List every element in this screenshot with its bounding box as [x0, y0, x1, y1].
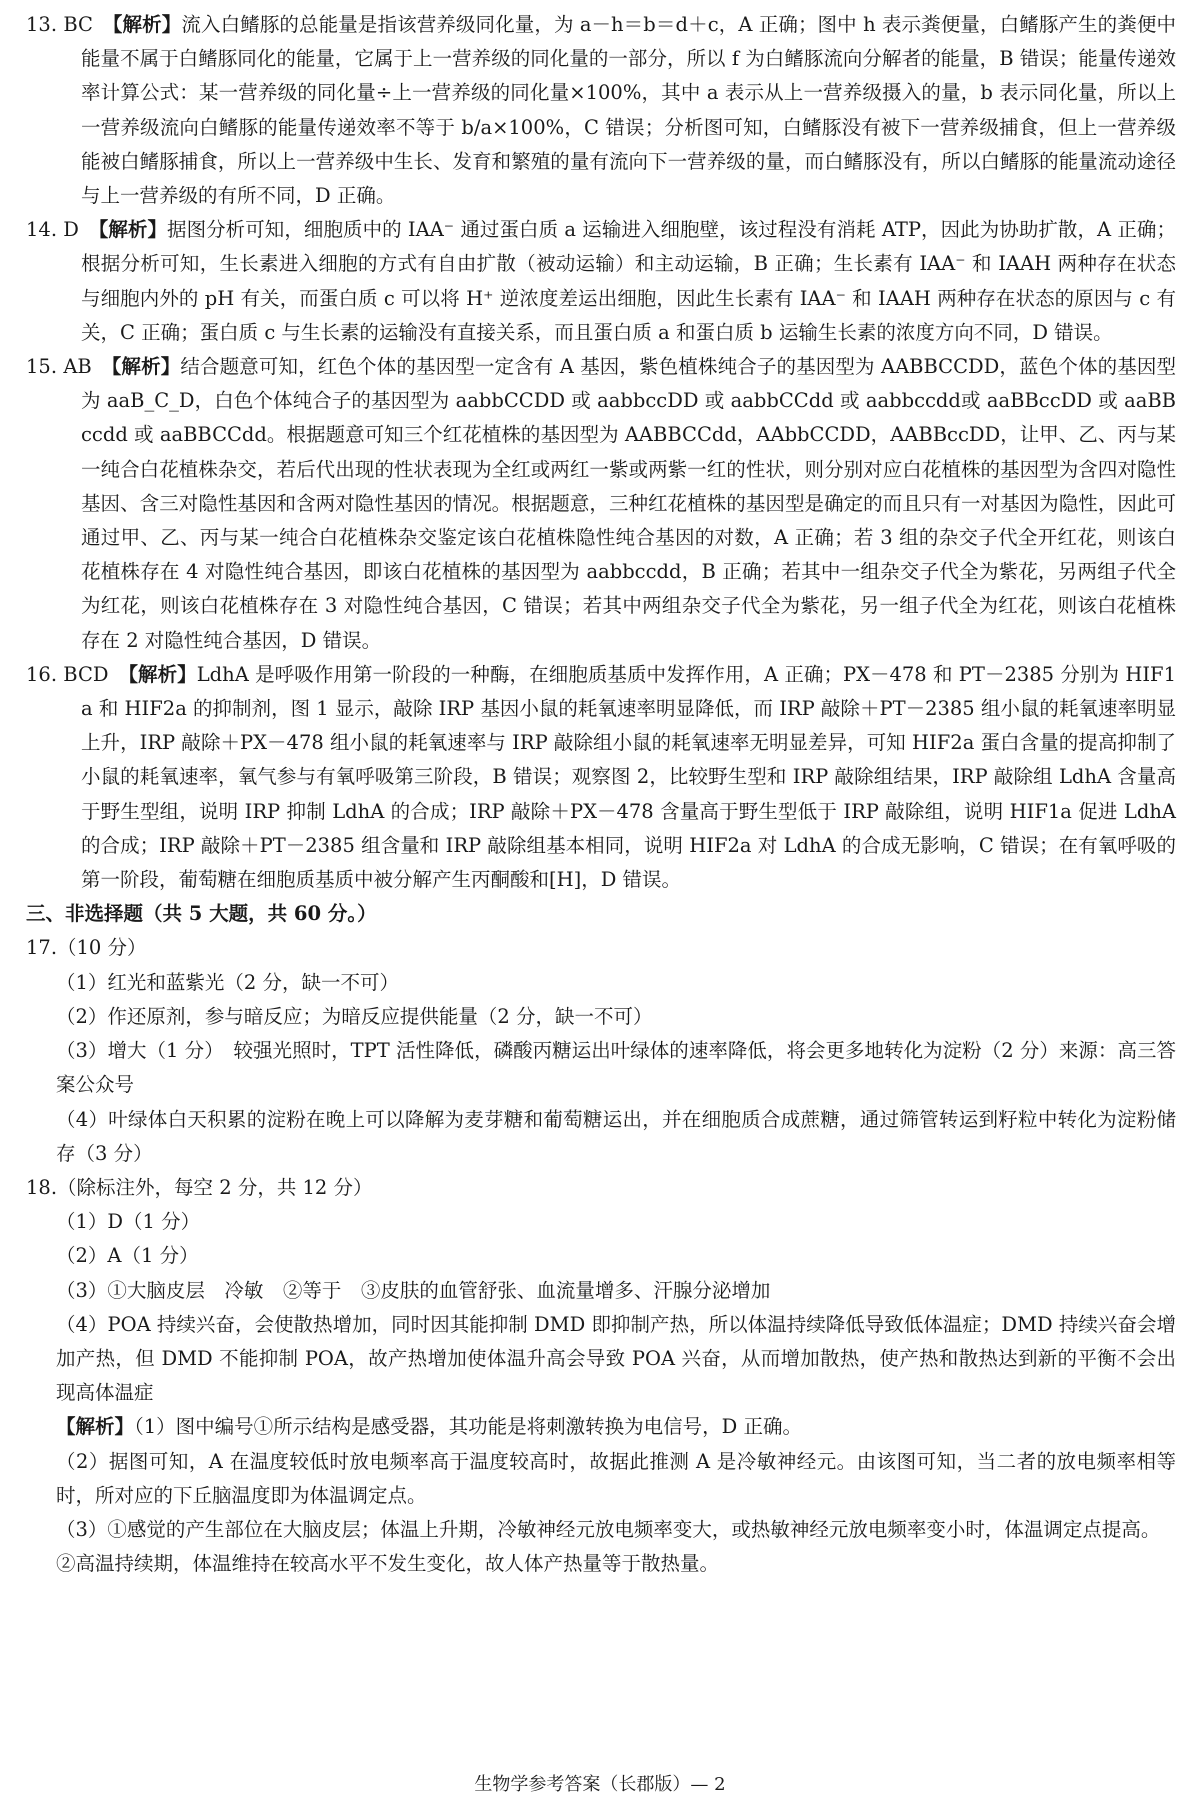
question-13-answer: 13. BC [26, 13, 93, 36]
question-18-part-2: （2）A（1 分） [56, 1244, 199, 1268]
question-15-text: 结合题意可知，红色个体的基因型一定含有 A 基因，紫色植株纯合子的基因型为 AABBCCDD，蓝色个体的基因型为 aaB_C_D，白色个体纯合子的基因型为 aabbCCDD 或 aabbccDD 或 aabbCCdd 或 aabbccdd或 aaBBccDD 或 aaBBccdd 或 aaBBCCdd。根据题意可知三个红花植株的基因型为 AABBCCdd，AAbbCCDD，AABBccDD，让甲、乙、丙与某一纯合白花植株杂交，若后代出现的性状表现为全红或两红一紫或两紫一红的性状，则分别对应白花植株的基因型为含四对隐性基因、含三对隐性基因和含两对隐性基因的情况。根据题意，三种红花植株的基因型是确定的而且只有一对基因为隐性，因此可通过甲、乙、丙与某一纯合白花植株杂交鉴定该白花植株隐性纯合基因的对数，A 正确；若 3 组的杂交子代全开红花，则该白花植株存在 4 对隐性纯合基因，即该白花植株的基因型为 aabbccdd，B 正确；若其中一组杂交子代全为紫花，另两组子代全为红花，则该白花植株存在 3 对隐性纯合基因，C 错误；若其中两组杂交子代全为紫花，另一组子代全为红花，则该白花植株存在 2 对隐性纯合基因，D 错误。 [81, 355, 1176, 652]
question-13 [26, 8, 1176, 213]
question-17-head: 17.（10 分） [26, 936, 147, 960]
question-18-analysis-4: ②高温持续期，体温维持在较高水平不发生变化，故人体产热量等于散热量。 [56, 1552, 720, 1576]
question-18-part-3: （3）①大脑皮层 冷敏 ②等于 ③皮肤的血管舒张、血流量增多、汗腺分泌增加 [56, 1278, 771, 1302]
question-18-part-4: （4）POA 持续兴奋，会使散热增加，同时因其能抑制 DMD 即抑制产热，所以体温持续降低导致低体温症；DMD 持续兴奋会增加产热，但 DMD 不能抑制 POA，故产热增加使体温升高会导致 POA 兴奋，从而增加散热，使产热和散热达到新的平衡不会出现高体温症 [56, 1312, 1176, 1405]
question-16-text: LdhA 是呼吸作用第一阶段的一种酶，在细胞质基质中发挥作用，A 正确；PX－478 和 PT－2385 分别为 HIF1a 和 HIF2a 的抑制剂，图 1 显示，敲除 IRP 基因小鼠的耗氧速率明显降低，而 IRP 敲除＋PT－2385 组小鼠的耗氧速率明显上升，IRP 敲除＋PX－478 组小鼠的耗氧速率与 IRP 敲除组小鼠的耗氧速率无明显差异，可知 HIF2a 蛋白含量的提高抑制了小鼠的耗氧速率，氧气参与有氧呼吸第三阶段，B 错误；观察图 2，比较野生型和 IRP 敲除组结果，IRP 敲除组 LdhA 含量高于野生型组，说明 IRP 抑制 LdhA 的合成；IRP 敲除＋PX－478 含量高于野生型低于 IRP 敲除组，说明 HIF1a 促进 LdhA 的合成；IRP 敲除＋PT－2385 组含量和 IRP 敲除组基本相同，说明 HIF2a 对 LdhA 的合成无影响，C 错误；在有氧呼吸的第一阶段，葡萄糖在细胞质基质中被分解产生丙酮酸和[H]，D 错误。 [81, 662, 1176, 892]
section-title: 三、非选择题（共 5 大题，共 60 分。） [26, 902, 377, 926]
question-14-analysis-tag: 【解析】 [98, 218, 168, 242]
question-15-answer: 15. AB [26, 355, 92, 379]
question-18-analysis-first: （1）图中编号①所示结构是感受器，其功能是将刺激转换为电信号，D 正确。 [134, 1415, 803, 1439]
question-17-part-1: （1）红光和蓝紫光（2 分，缺一不可） [56, 970, 400, 994]
question-18-part-1: （1）D（1 分） [56, 1210, 201, 1234]
question-15-analysis-tag: 【解析】 [111, 355, 181, 379]
question-15 [26, 350, 1176, 658]
question-18-analysis-1 [26, 1410, 1176, 1444]
question-18-analysis-3: （3）①感觉的产生部位在大脑皮层；体温上升期，冷敏神经元放电频率变大，或热敏神经元放电频率变小时，体温调定点提高。 [56, 1517, 1161, 1541]
question-17-part-3: （3）增大（1 分） 较强光照时，TPT 活性降低，磷酸丙糖运出叶绿体的速率降低，将会更多地转化为淀粉（2 分）来源：高三答案公众号 [56, 1039, 1176, 1097]
question-16-answer: 16. BCD [26, 662, 109, 686]
question-17-part-2: （2）作还原剂，参与暗反应；为暗反应提供能量（2 分，缺一不可） [56, 1004, 653, 1028]
question-14-text: 据图分析可知，细胞质中的 IAA⁻ 通过蛋白质 a 运输进入细胞壁，该过程没有消耗 ATP，因此为协助扩散，A 正确；根据分析可知，生长素进入细胞的方式有自由扩散（被动运输）和主动运输，B 正确；生长素有 IAA⁻ 和 IAAH 两种存在状态与细胞内外的 pH 有关，而蛋白质 c 可以将 H⁺ 逆浓度差运出细胞，因此生长素有 IAA⁻ 和 IAAH 两种存在状态的原因与 c 有关，C 正确；蛋白质 c 与生长素的运输没有直接关系，而且蛋白质 a 和蛋白质 b 运输生长素的浓度方向不同，D 错误。 [81, 218, 1176, 344]
question-18-head: 18.（除标注外，每空 2 分，共 12 分） [26, 1175, 373, 1199]
question-18-analysis-tag: 【解析】 [56, 1415, 135, 1439]
question-18-analysis-2: （2）据图可知，A 在温度较低时放电频率高于温度较高时，故据此推测 A 是冷敏神经元。由该图可知，当二者的放电频率相等时，所对应的下丘脑温度即为体温调定点。 [56, 1449, 1176, 1507]
question-13-text: 流入白鳍豚的总能量是指该营养级同化量，为 a－h＝b＝d＋c，A 正确；图中 h 表示粪便量，白鳍豚产生的粪便中能量不属于白鳍豚同化的能量，它属于上一营养级的同化量的一部分，所以 f 为白鳍豚流向分解者的能量，B 错误；能量传递效率计算公式：某一营养级的同化量÷上一营养级的同化量×100%，其中 a 表示从上一营养级摄入的量，b 表示同化量，所以上一营养级流向白鳍豚的能量传递效率不等于 b/a×100%，C 错误；分析图可知，白鳍豚没有被下一营养级捕食，但上一营养级能被白鳍豚捕食，所以上一营养级中生长、发育和繁殖的量有流向下一营养级的量，而白鳍豚没有，所以白鳍豚的能量流动途径与上一营养级的有所不同，D 正确。 [81, 13, 1176, 208]
question-13-analysis-tag: 【解析】 [112, 13, 182, 36]
question-16-analysis-tag: 【解析】 [128, 662, 197, 686]
question-17-part-4: （4）叶绿体白天积累的淀粉在晚上可以降解为麦芽糖和葡萄糖运出，并在细胞质合成蔗糖，通过筛管转运到籽粒中转化为淀粉储存（3 分） [56, 1107, 1176, 1165]
question-14 [26, 213, 1176, 350]
question-14-answer: 14. D [26, 218, 79, 242]
page-footer: 生物学参考答案（长郡版）— 2 [474, 1774, 726, 1795]
answer-page [26, 8, 1176, 1581]
question-16 [26, 658, 1176, 897]
